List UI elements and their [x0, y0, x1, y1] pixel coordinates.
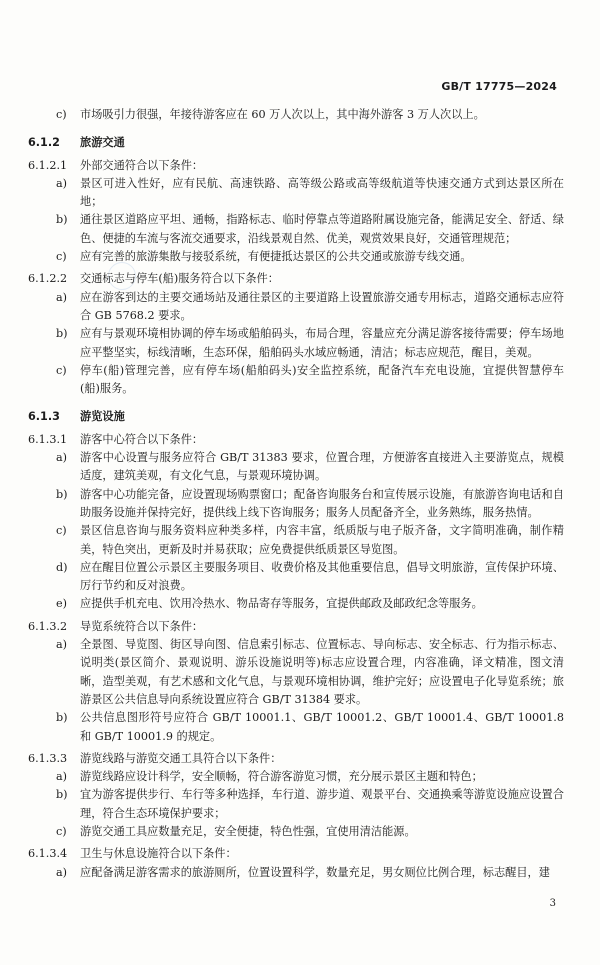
- list-item: [28, 106, 564, 124]
- list-item: [28, 768, 564, 786]
- clause-text: 交通标志与停车(船)服务符合以下条件：: [80, 272, 279, 286]
- clause-number: 6.1.3.2: [28, 619, 68, 633]
- list-item-label: a): [56, 451, 68, 465]
- clause-text: 游客中心符合以下条件：: [80, 432, 204, 446]
- list-item-text: 应有完善的旅游集散与接驳系统，有便捷抵达景区的公共交通或旅游专线交通。: [80, 250, 472, 264]
- list-item-label: c): [56, 250, 67, 264]
- list-item-label: c): [56, 363, 67, 377]
- spacer: [28, 124, 564, 134]
- list-item: [28, 362, 564, 399]
- list-item-label: e): [56, 597, 67, 611]
- section-title: 游览设施: [80, 410, 125, 424]
- list-item-text: 应提供手机充电、饮用冷热水、物品寄存等服务，宜提供邮政及邮政纪念等服务。: [80, 597, 483, 611]
- list-item: [28, 175, 564, 212]
- section-number: 6.1.2: [28, 136, 60, 150]
- clause-number: 6.1.2.2: [28, 272, 68, 286]
- list-item-text: 公共信息图形符号应符合 GB/T 10001.1、GB/T 10001.2、GB/T 10001.4、GB/T 10001.8 和 GB/T 10001.9 的规定。: [80, 711, 564, 743]
- clause: [28, 270, 564, 288]
- list-item-label: b): [56, 327, 68, 341]
- list-item-text: 景区可进入性好，应有民航、高速铁路、高等级公路或高等级航道等快速交通方式到达景区所在地；: [80, 176, 564, 209]
- clause: [28, 845, 564, 863]
- list-item-label: c): [56, 824, 67, 838]
- list-item: [28, 449, 564, 486]
- list-item-text: 通往景区道路应平坦、通畅，指路标志、临时停靠点等道路附属设施完备，能满足安全、舒适、绿色、便捷的车流与客流交通要求，沿线景观自然、优美，观赏效果良好，交通管理规范；: [80, 213, 564, 245]
- list-item-text: 停车(船)管理完善，应有停车场(船舶码头)安全监控系统，配备汽车充电设施，宜提供智慧停车(船)服务。: [80, 363, 564, 396]
- list-item-label: d): [56, 560, 68, 574]
- clause: [28, 750, 564, 768]
- clause-text: 导览系统符合以下条件：: [80, 619, 204, 633]
- list-item: [28, 786, 564, 823]
- list-item-label: a): [56, 770, 68, 784]
- list-item-label: b): [56, 788, 68, 802]
- list-item: [28, 636, 564, 709]
- spacer: [28, 398, 564, 408]
- list-item-label: b): [56, 711, 68, 725]
- clause: [28, 431, 564, 449]
- list-item: [28, 595, 564, 613]
- list-item: [28, 559, 564, 596]
- section-heading: [28, 134, 564, 152]
- list-item-text: 游客中心功能完备，应设置现场购票窗口；配备咨询服务台和宣传展示设施，有旅游咨询电话和自助服务设施并保持完好，提供线上线下咨询服务；服务人员配备齐全，业务熟练，服务热情。: [80, 487, 564, 519]
- clause-number: 6.1.2.1: [28, 158, 68, 172]
- list-item-label: a): [56, 290, 68, 304]
- list-item-text: 全景图、导览图、街区导向图、信息索引标志、位置标志、导向标志、安全标志、行为指示标志、说明类(景区简介、景观说明、游乐设施说明等)标志应设置合理，内容准确，译文精准，图文清晰，造型美观，有艺术感和文化气息，与景观环境相协调，维护完好；应设置电子化导览系统；旅游景区公共信息导向系统设置应符合 GB/T 31384 要求。: [80, 638, 564, 706]
- list-item-text: 应在游客到达的主要交通场站及通往景区的主要道路上设置旅游交通专用标志，道路交通标志应符合 GB 5768.2 要求。: [80, 290, 564, 322]
- list-item-text: 应有与景观环境相协调的停车场或船舶码头，布局合理，容量应充分满足游客接待需要；停车场地应平整坚实，标线清晰，生态环保，船舶码头水域应畅通，清洁；标志应规范，醒目，美观。: [80, 327, 564, 359]
- section-number: 6.1.3: [28, 410, 60, 424]
- section-title: 旅游交通: [80, 136, 125, 150]
- page-number: 3: [549, 898, 556, 909]
- list-item-text: 景区信息咨询与服务资料应种类多样，内容丰富，纸质版与电子版齐备，文字简明准确，制作精美，特色突出，更新及时并易获取；应免费提供纸质景区导览图。: [80, 524, 564, 556]
- list-item-text: 游览交通工具应数量充足，安全便捷，特色性强，宜使用清洁能源。: [80, 824, 416, 838]
- list-item-text: 应在醒目位置公示景区主要服务项目、收费价格及其他重要信息，倡导文明旅游，宣传保护环境、厉行节约和反对浪费。: [80, 560, 564, 593]
- document-body: [28, 106, 564, 882]
- clause-number: 6.1.3.4: [28, 847, 68, 861]
- list-item: [28, 709, 564, 746]
- clause: [28, 618, 564, 636]
- list-item: [28, 289, 564, 326]
- list-item: [28, 486, 564, 523]
- list-item: [28, 522, 564, 559]
- list-item-label: a): [56, 865, 68, 879]
- list-item-text: 游览线路应设计科学，安全顺畅，符合游客游览习惯，充分展示景区主题和特色；: [80, 770, 483, 784]
- clause-text: 游览线路与游览交通工具符合以下条件：: [80, 751, 282, 765]
- list-item: [28, 211, 564, 248]
- clause-number: 6.1.3.1: [28, 432, 68, 446]
- clause-text: 卫生与休息设施符合以下条件：: [80, 847, 237, 861]
- list-item-text: 游客中心设置与服务应符合 GB/T 31383 要求，位置合理，方便游客直接进入主要游览点，规模适度，建筑美观，有文化气息，与景观环境协调。: [80, 451, 564, 483]
- list-item: [28, 864, 564, 882]
- section-heading: [28, 408, 564, 426]
- list-item-label: a): [56, 638, 68, 652]
- list-item: [28, 325, 564, 362]
- list-item-label: b): [56, 487, 68, 501]
- list-item: [28, 248, 564, 266]
- clause-number: 6.1.3.3: [28, 751, 68, 765]
- list-item: [28, 823, 564, 841]
- clause: [28, 157, 564, 175]
- list-item-text: 市场吸引力很强，年接待游客应在 60 万人次以上，其中海外游客 3 万人次以上。: [80, 108, 485, 121]
- document-code: GB/T 17775—2024: [441, 80, 557, 93]
- list-item-text: 应配备满足游客需求的旅游厕所，位置设置科学，数量充足，男女厕位比例合理，标志醒目，建: [80, 865, 550, 879]
- list-item-label: a): [56, 176, 68, 190]
- list-item-label: c): [56, 108, 67, 121]
- list-item-label: c): [56, 524, 67, 538]
- clause-text: 外部交通符合以下条件：: [80, 158, 204, 172]
- list-item-label: b): [56, 213, 68, 227]
- list-item-text: 宜为游客提供步行、车行等多种选择，车行道、游步道、观景平台、交通换乘等游览设施应设置合理，符合生态环境保护要求；: [80, 788, 564, 820]
